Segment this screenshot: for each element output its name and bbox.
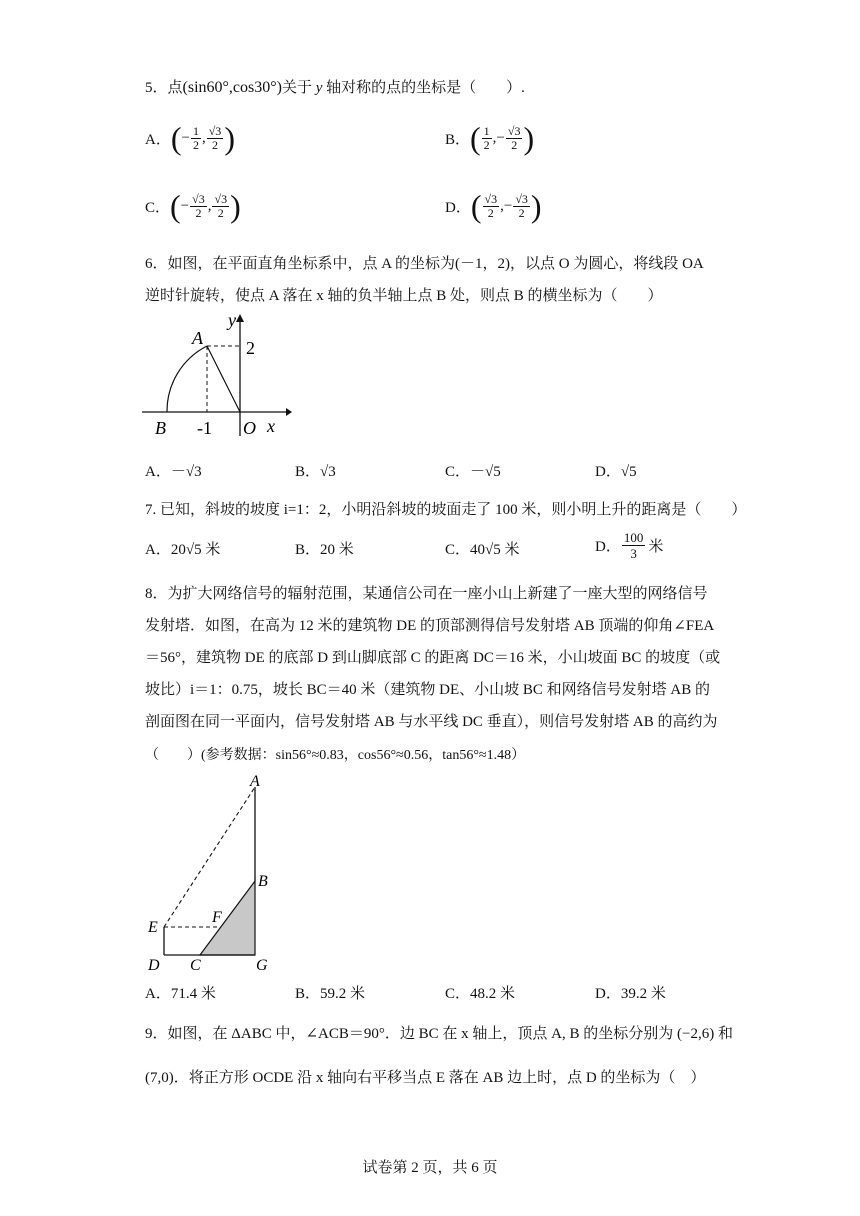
q6-option-b[interactable]: B．√3 (295, 464, 336, 480)
q8-label-a: A (250, 773, 260, 790)
q5-option-a[interactable]: A． ( − $\frac{1}{2}$ , $\frac{√3}{2}$ ) (145, 120, 235, 156)
q8-label-d: D (148, 957, 160, 974)
q6-label-y: y (228, 310, 236, 330)
q9-line-1: 9．如图，在 ΔABC 中，∠ACB＝90°．边 BC 在 x 轴上，顶点 A, B 的坐标分别为 (−2,6) 和 (145, 1026, 733, 1042)
q7-option-c[interactable]: C．40√5 米 (445, 542, 520, 558)
q8-line-1: 8．为扩大网络信号的辐射范围，某通信公司在一座小山上新建了一座大型的网络信号 (145, 586, 708, 602)
q8-line-4: 坡比）i＝1：0.75，坡长 BC＝40 米（建筑物 DE、小山坡 BC 和网络信号发射塔 AB 的 (145, 682, 711, 698)
q8-label-b: B (258, 873, 268, 890)
q6-figure (140, 308, 300, 440)
q7-option-d[interactable]: D． $\frac{100}{3}$ 米 (595, 530, 664, 561)
q6-option-d[interactable]: D．√5 (595, 464, 637, 480)
q5-option-c[interactable]: C． ( − $\frac{√3}{2}$ , $\frac{√3}{2}$ ) (145, 188, 241, 224)
q8-label-f: F (212, 909, 222, 926)
q6-arc (167, 346, 207, 412)
q8-label-g: G (256, 957, 268, 974)
q6-label-minus1: -1 (197, 418, 212, 438)
q6-label-b: B (155, 418, 166, 438)
q8-line-5: 剖面图在同一平面内，信号发射塔 AB 与水平线 DC 垂直），则信号发射塔 AB 的高约为 (145, 714, 718, 730)
q8-label-c: C (190, 957, 201, 974)
q8-slope-triangle (200, 881, 255, 955)
q6-label-a: A (192, 328, 203, 348)
q6-label-x: x (267, 416, 275, 436)
q7-stem: 7. 已知，斜坡的坡度 i=1：2，小明沿斜坡的坡面走了 100 米，则小明上升的距离是（ ） (145, 502, 747, 518)
q6-line-2: 逆时针旋转，使点 A 落在 x 轴的负半轴上点 B 处，则点 B 的横坐标为（ ） (145, 288, 663, 304)
q8-line-2: 发射塔．如图，在高为 12 米的建筑物 DE 的顶部测得信号发射塔 AB 顶端的仰角∠FEA (145, 618, 715, 634)
q6-option-a[interactable]: A．－√3 (145, 464, 202, 480)
q8-line-6: （ ）(参考数据：sin56°≈0.83，cos56°≈0.56，tan56°≈1.48） (145, 748, 526, 763)
q8-option-a[interactable]: A．71.4 米 (145, 986, 216, 1002)
q8-option-c[interactable]: C．48.2 米 (445, 986, 516, 1002)
q6-label-2: 2 (246, 338, 255, 358)
q8-figure (140, 772, 280, 978)
q8-line-3: ＝56°，建筑物 DE 的底部 D 到山脚底部 C 的距离 DC＝16 米，小山坡面 BC 的坡度（或 (145, 650, 721, 666)
page-footer: 试卷第 2 页，共 6 页 (362, 1160, 498, 1176)
q5-option-d[interactable]: D． ( $\frac{√3}{2}$ , − $\frac{√3}{2}$ ) (445, 188, 542, 224)
q6-option-c[interactable]: C．－√5 (445, 464, 501, 480)
q7-option-a[interactable]: A．20√5 米 (145, 542, 221, 558)
q5-stem: 5．点(sin60°,cos30°)关于 y 轴对称的点的坐标是（ ）. (145, 79, 525, 96)
q8-label-e: E (148, 919, 158, 936)
q7-option-b[interactable]: B．20 米 (295, 542, 354, 558)
q8-option-d[interactable]: D．39.2 米 (595, 986, 666, 1002)
q6-x-arrow (286, 408, 292, 416)
q6-line-1: 6．如图，在平面直角坐标系中，点 A 的坐标为(－1，2)，以点 O 为圆心，将线段 OA (145, 256, 704, 272)
q8-option-b[interactable]: B．59.2 米 (295, 986, 366, 1002)
q9-line-2: (7,0)．将正方形 OCDE 沿 x 轴向右平移当点 E 落在 AB 边上时，点 D 的坐标为（ ） (145, 1070, 706, 1086)
q5-option-b[interactable]: B． ( $\frac{1}{2}$ , − $\frac{√3}{2}$ ) (445, 120, 535, 156)
q6-y-arrow (236, 314, 244, 322)
q6-segment-oa (207, 346, 240, 412)
q6-label-o: O (243, 418, 256, 438)
